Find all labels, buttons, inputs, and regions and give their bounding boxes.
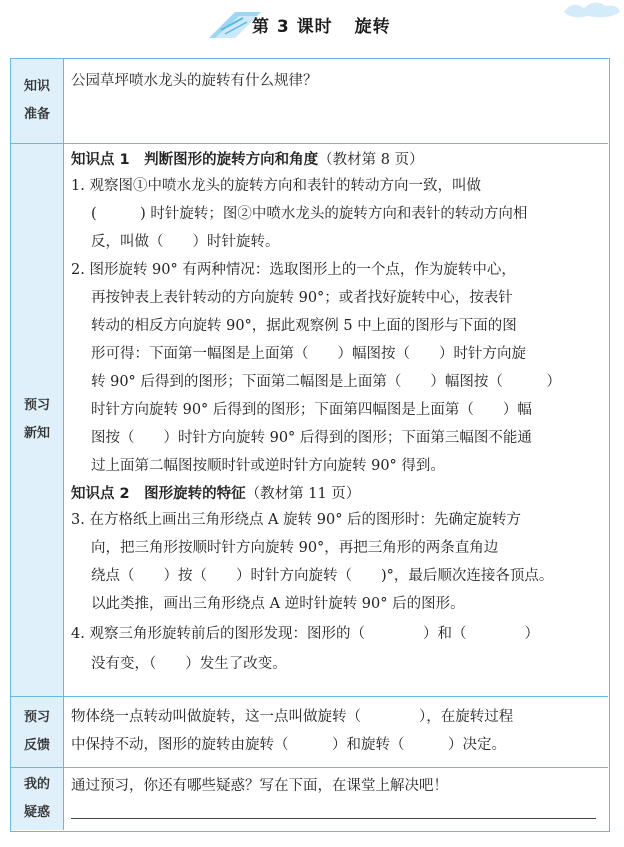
- cloud-decoration-icon: [558, 0, 624, 20]
- text-line: 反，叫做（ ）时针旋转。: [91, 234, 280, 250]
- text-line: 图按（ ）时针方向旋转 90° 后得到的图形；下面第三幅图不能通: [91, 430, 532, 446]
- section-knowledge-prep: [11, 59, 608, 143]
- text-line: 物体绕一点转动叫做旋转，这一点叫做旋转（ ），在旋转过程: [71, 709, 514, 725]
- lesson-header: [0, 0, 624, 48]
- knowledge-point-2: 知识点 2 图形旋转的特征（教材第 11 页）: [71, 486, 361, 502]
- text-line: 转动的相反方向旋转 90°，据此观察例 5 中上面的图形与下面的图: [91, 318, 517, 334]
- text-line: 1. 观察图①中喷水龙头的旋转方向和表针的转动方向一致，叫做: [71, 178, 481, 194]
- text-line: 3. 在方格纸上画出三角形绕点 A 旋转 90° 后的图形时：先确定旋转方: [71, 512, 522, 528]
- text-line: 形可得：下面第一幅图是上面第（ ）幅图按（ ）时针方向旋: [91, 346, 526, 362]
- section-label: 预习 新知: [11, 144, 64, 696]
- answer-writing-line[interactable]: [71, 818, 596, 819]
- text-line: 再按钟表上表针转动的方向旋转 90°；或者找好旋转中心，按表针: [91, 290, 513, 306]
- text-line: 以此类推，画出三角形绕点 A 逆时针旋转 90° 后的图形。: [91, 596, 465, 612]
- prep-question: 公园草坪喷水龙头的旋转有什么规律？: [71, 73, 318, 89]
- text-line: 没有变，（ ）发生了改变。: [91, 656, 287, 672]
- text-line: ( ) 时针旋转；图②中喷水龙头的旋转方向和表针的转动方向相: [91, 206, 528, 222]
- section-preview: [11, 144, 608, 696]
- text-line: 2. 图形旋转 90° 有两种情况：选取图形上的一个点，作为旋转中心，: [71, 262, 516, 278]
- section-doubts: [11, 768, 608, 830]
- section-feedback: [11, 697, 608, 767]
- section-label: 知识 准备: [11, 59, 64, 143]
- section-label: 预习 反馈: [11, 697, 64, 767]
- preview-table: [10, 58, 610, 832]
- text-line: 时针方向旋转 90° 后得到的图形；下面第四幅图是上面第（ ）幅: [91, 402, 532, 418]
- text-line: 中保持不动，图形的旋转由旋转（ ）和旋转（ ）决定。: [71, 737, 506, 753]
- doubts-prompt: 通过预习，你还有哪些疑惑？写在下面，在课堂上解决吧！: [71, 778, 448, 794]
- text-line: 4. 观察三角形旋转前后的图形发现：图形的（ ）和（ ）: [71, 626, 539, 642]
- lesson-title: 第 3 课时 旋转: [252, 17, 391, 37]
- section-label: 我的 疑惑: [11, 768, 64, 830]
- knowledge-point-1: 知识点 1 判断图形的旋转方向和角度（教材第 8 页）: [71, 152, 424, 168]
- text-line: 绕点（ ）按（ ）时针方向旋转（ )°，最后顺次连接各顶点。: [91, 568, 554, 584]
- text-line: 转 90° 后得到的图形；下面第二幅图是上面第（ ）幅图按（ ）: [91, 374, 561, 390]
- text-line: 向，把三角形按顺时针方向旋转 90°，再把三角形的两条直角边: [91, 540, 499, 556]
- text-line: 过上面第二幅图按顺时针或逆时针方向旋转 90° 得到。: [91, 458, 445, 474]
